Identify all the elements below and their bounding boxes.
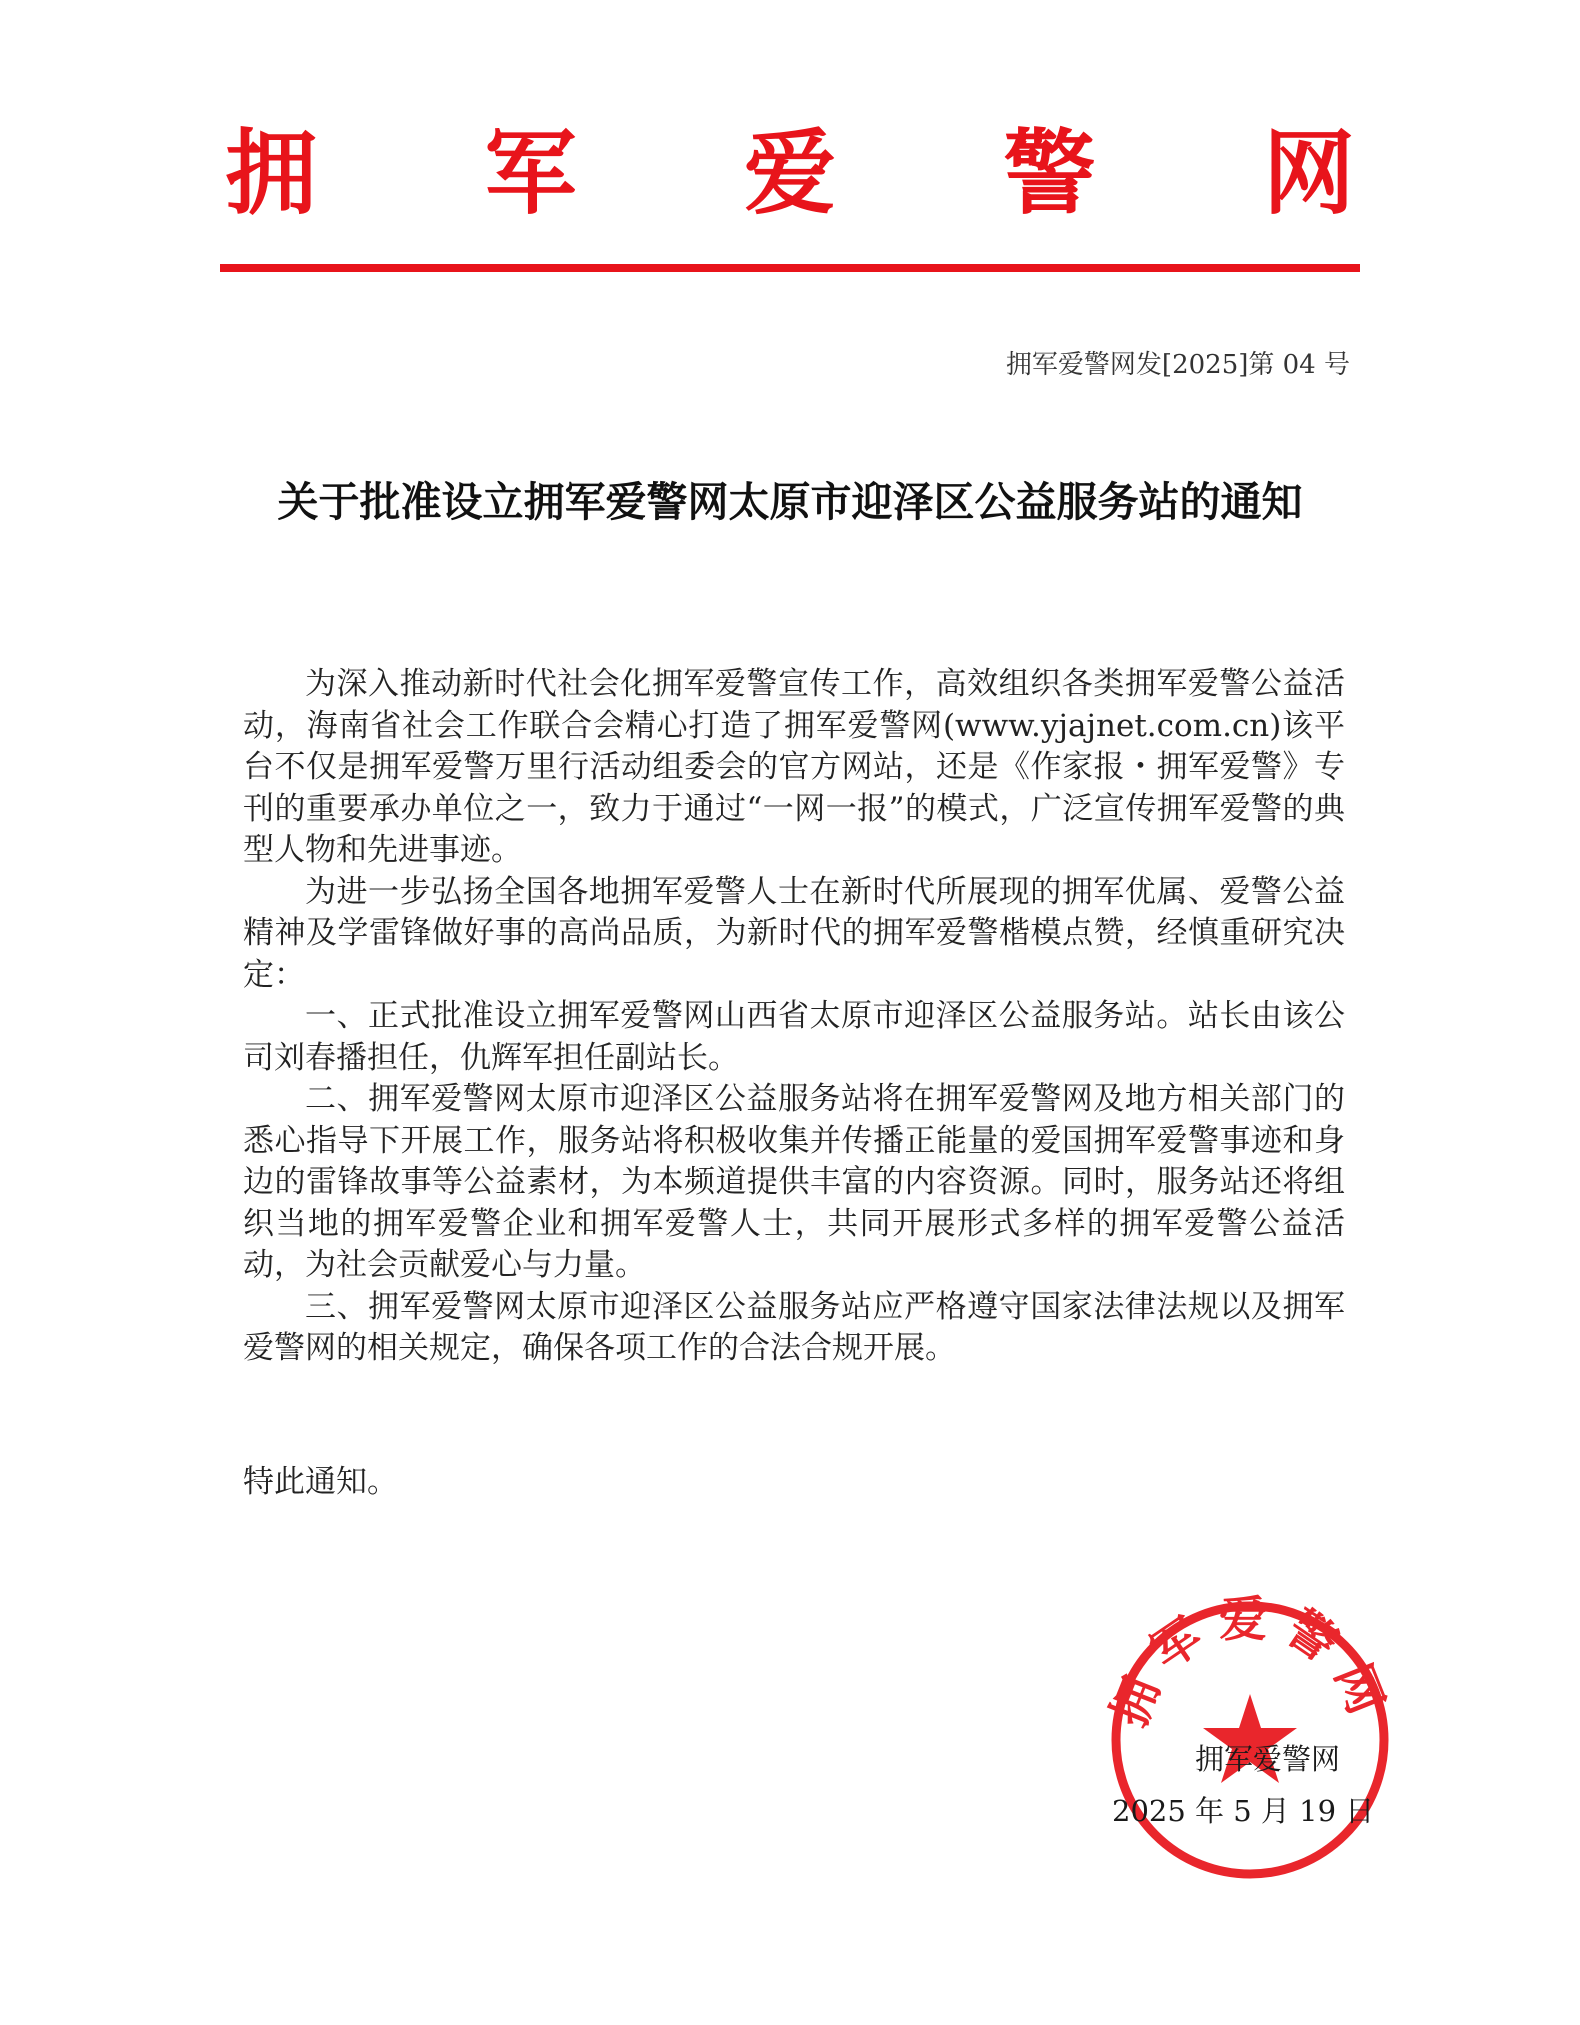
signature-date: 2025 年 5 月 19 日 [1112,1794,1375,1828]
body-paragraph: 为进一步弘扬全国各地拥军爱警人士在新时代所展现的拥军优属、爱警公益精神及学雷锋做好事的高尚品质，为新时代的拥军爱警楷模点赞，经慎重研究决定： [243,873,1345,993]
masthead-char: 军 [484,120,577,227]
document-title: 关于批准设立拥军爱警网太原市迎泽区公益服务站的通知 [277,478,1303,526]
masthead-char: 拥 [225,120,318,227]
body-paragraph: 二、拥军爱警网太原市迎泽区公益服务站将在拥军爱警网及地方相关部门的悉心指导下开展工作，服务站将积极收集并传播正能量的爱国拥军爱警事迹和身边的雷锋故事等公益素材，为本频道提供丰富的内容资源。同时，服务站还将组织当地的拥军爱警企业和拥军爱警人士，共同开展形式多样的拥军爱警公益活动，为社会贡献爱心与力量。 [243,1081,1345,1283]
masthead-char: 网 [1262,120,1355,227]
seal-ring-text: 拥军爱警网 [1100,1591,1400,1735]
closing-remark: 特此通知。 [243,1464,398,1500]
official-seal-icon [1100,1590,1400,1890]
body-paragraph: 为深入推动新时代社会化拥军爱警宣传工作，高效组织各类拥军爱警公益活动，海南省社会工作联合会精心打造了拥军爱警网(www.yjajnet.com.cn)该平台不仅是拥军爱警万里行活动组委会的官方网站，还是《作家报・拥军爱警》专刊的重要承办单位之一，致力于通过“一网一报”的模式，广泛宣传拥军爱警的典型人物和先进事迹。 [243,666,1345,868]
masthead [225,120,1355,227]
masthead-char: 爱 [743,120,836,227]
document-number: 拥军爱警网发[2025]第 04 号 [1005,350,1350,380]
body-paragraph: 一、正式批准设立拥军爱警网山西省太原市迎泽区公益服务站。站长由该公司刘春播担任，仇辉军担任副站长。 [243,998,1345,1076]
signer-name: 拥军爱警网 [1195,1742,1341,1776]
red-divider-line [220,264,1360,272]
masthead-char: 警 [1003,120,1096,227]
document-body [243,664,1345,1370]
body-paragraph: 三、拥军爱警网太原市迎泽区公益服务站应严格遵守国家法律法规以及拥军爱警网的相关规定，确保各项工作的合法合规开展。 [243,1288,1345,1366]
